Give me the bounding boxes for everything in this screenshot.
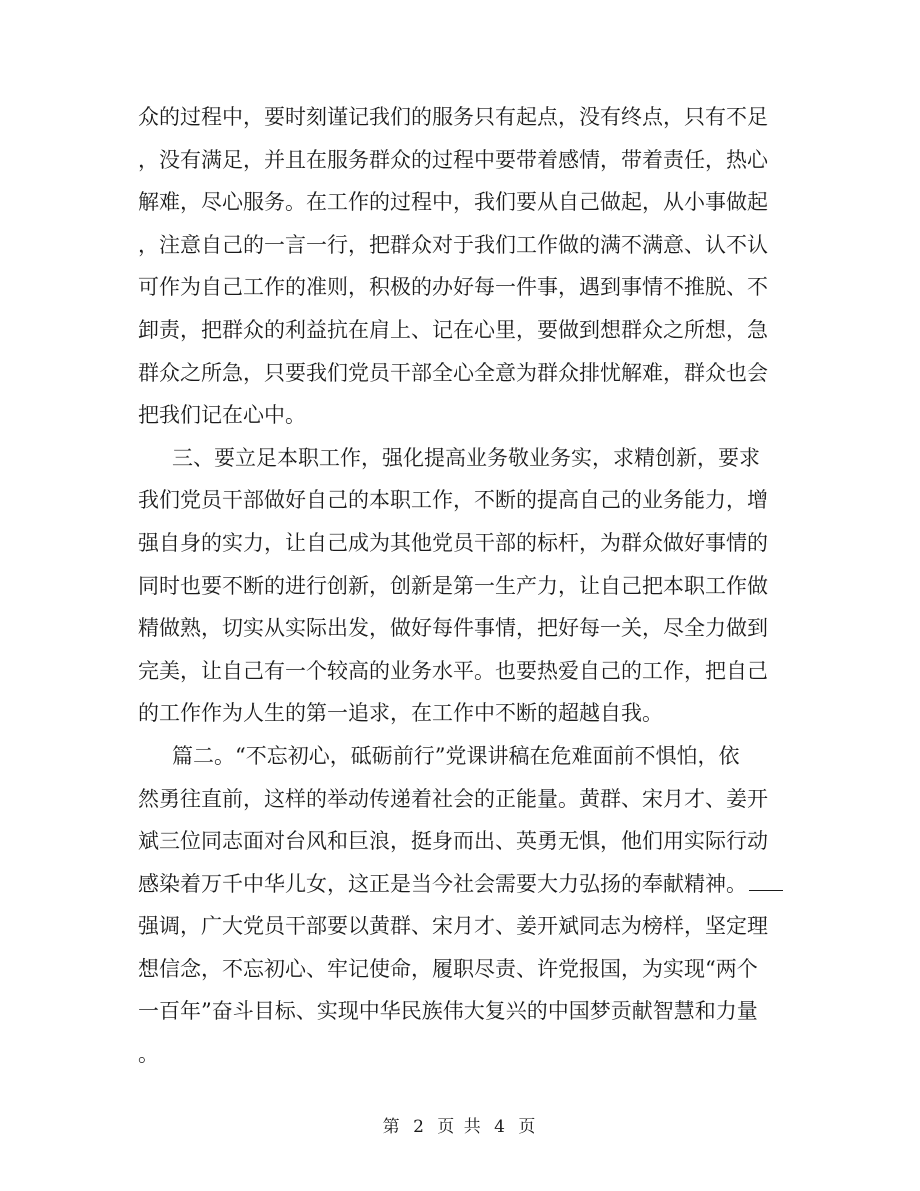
document-body [138, 96, 788, 1076]
text-segment: 感染着万千中华儿女，这正是当今社会需要大力弘扬的奉献精神。 [138, 871, 747, 896]
text-line: 。 [138, 1042, 159, 1067]
text-line: 强调，广大党员干部要以黄群、宋月才、姜开斌同志为榜样，坚定理 [138, 914, 768, 939]
fill-in-blank [749, 870, 783, 891]
text-line: 强自身的实力，让自己成为其他党员干部的标杆，为群众做好事情的 [138, 530, 768, 555]
text-line: 众的过程中，要时刻谨记我们的服务只有起点，没有终点，只有不足 [138, 105, 768, 129]
paragraph-2 [138, 437, 788, 735]
footer-current-page: 2 [413, 1117, 426, 1137]
footer-middle: 页 共 [437, 1117, 483, 1137]
footer-prefix: 第 [382, 1117, 402, 1137]
text-line: 完美，让自己有一个较高的业务水平。也要热爱自己的工作，把自己 [138, 658, 768, 683]
text-line: 想信念，不忘初心、牢记使命，履职尽责、许党报国，为实现“两个 [138, 956, 758, 981]
text-line: 三、要立足本职工作，强化提高业务敬业务实，求精创新，要求 [172, 445, 760, 470]
text-line: 然勇往直前，这样的举动传递着社会的正能量。黄群、宋月才、姜开 [138, 786, 768, 811]
page-footer [0, 1112, 920, 1137]
text-line: 斌三位同志面对台风和巨浪，挺身而出、英勇无惧，他们用实际行动 [138, 829, 768, 854]
text-line: 精做熟，切实从实际出发，做好每件事情，把好每一关，尽全力做到 [138, 616, 768, 641]
paragraph-1 [138, 96, 788, 437]
text-line: 的工作作为人生的第一追求，在工作中不断的超越自我。 [138, 701, 663, 726]
paragraph-3 [138, 735, 788, 1076]
text-line: 把我们记在心中。 [138, 403, 306, 428]
text-line: ，没有满足，并且在服务群众的过程中要带着感情，带着责任，热心 [138, 147, 768, 172]
text-line: 可作为自己工作的准则，积极的办好每一件事，遇到事情不推脱、不 [138, 275, 768, 300]
text-line: 一百年”奋斗目标、实现中华民族伟大复兴的中国梦贡献智慧和力量 [138, 999, 758, 1024]
text-line: 解难，尽心服务。在工作的过程中，我们要从自己做起，从小事做起 [138, 190, 768, 215]
text-line-with-blank [138, 863, 788, 906]
footer-total-pages: 4 [494, 1117, 507, 1137]
footer-suffix: 页 [518, 1117, 538, 1137]
text-line: ，注意自己的一言一行，把群众对于我们工作做的满不满意、认不认 [138, 232, 768, 257]
text-line: 我们党员干部做好自己的本职工作，不断的提高自己的业务能力，增 [138, 488, 768, 513]
text-line: 卸责，把群众的利益抗在肩上、记在心里，要做到想群众之所想，急 [138, 317, 768, 342]
text-line: 群众之所急，只要我们党员干部全心全意为群众排忧解难，群众也会 [138, 360, 768, 385]
text-line: 篇二。“不忘初心，砥砺前行”党课讲稿在危难面前不惧怕，依 [172, 743, 740, 768]
text-line: 同时也要不断的进行创新，创新是第一生产力，让自己把本职工作做 [138, 573, 768, 598]
